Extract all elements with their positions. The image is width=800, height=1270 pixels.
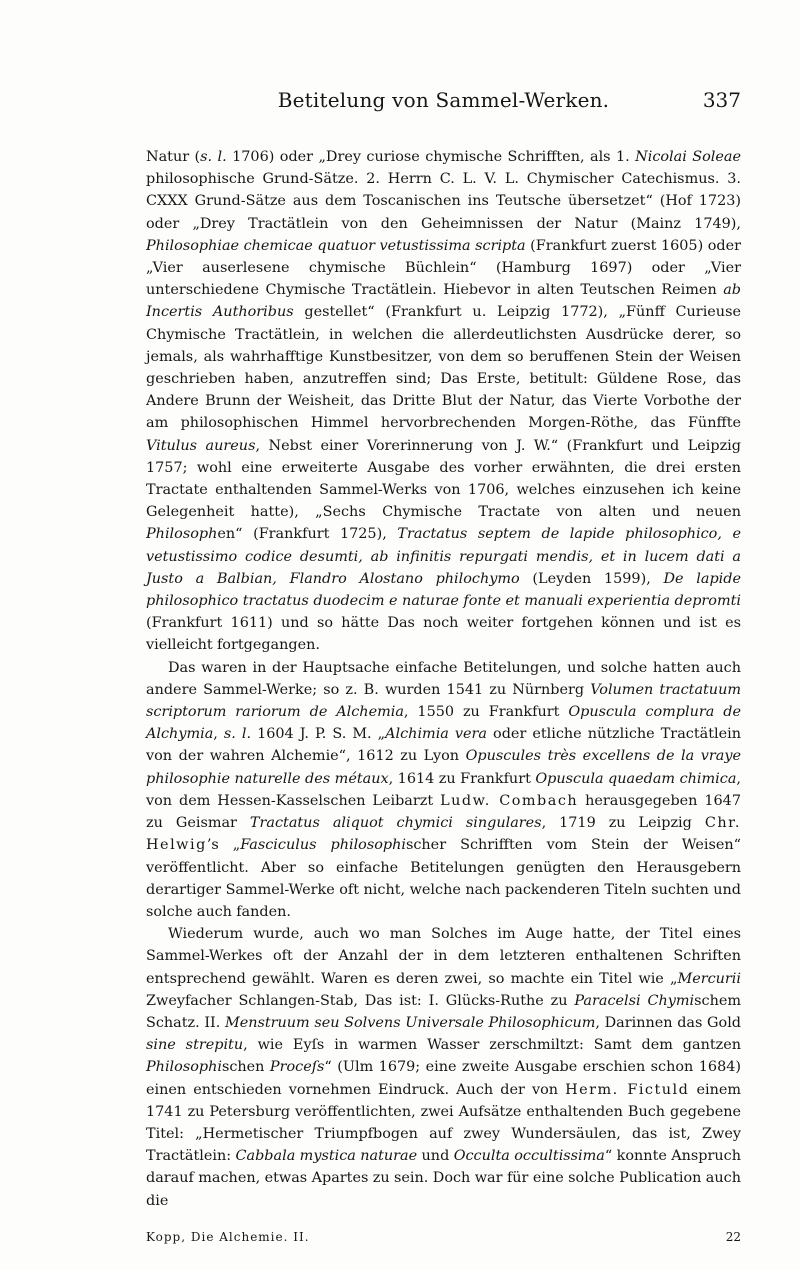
page-footer: [146, 1230, 741, 1252]
text-run: 1604 J. P. S. M. „: [251, 726, 386, 743]
text-run: oder etliche nützliche Tractätlein von der wahren Alchemie“, 1612 zu Lyon: [146, 726, 741, 765]
italic-title: s. l.: [223, 726, 252, 743]
text-run: einem 1741 zu Petersburg veröffentlichten, zwei Aufsätze enthaltenden Buch gegebene Titel: „Hermetischer Triumpfbogen auf zwey Wundersäulen, das ist, Zwey Tractätlein:: [146, 1081, 742, 1165]
text-run: , 1550 zu Frankfurt: [403, 704, 569, 721]
spaced-name: Herm. Fictuld: [565, 1081, 690, 1098]
italic-title: Paracelsi Chymi: [574, 992, 695, 1009]
italic-title: Proceſs: [269, 1059, 325, 1076]
italic-title: Occulta occultissima: [453, 1148, 605, 1165]
sheet-number: 22: [725, 1230, 741, 1244]
italic-title: Nicolai Soleae: [635, 149, 741, 165]
page-header: [146, 88, 741, 118]
spaced-name: Ludw. Combach: [440, 792, 579, 809]
text-run: (Leyden 1599),: [519, 570, 664, 587]
paragraph-3: [146, 923, 741, 1212]
running-title: Betitelung von Sammel-Werken.: [277, 88, 610, 112]
italic-title: Opuscules très excellens de la vraye philosophie naturelle des métaux: [146, 748, 741, 787]
italic-title: Mercurii: [677, 970, 741, 987]
text-run: Zweyfacher Schlangen-Stab, Das ist: I. Glücks-Ruthe zu: [146, 992, 575, 1009]
text-run: “ (Ulm 1679; eine zweite Ausgabe erschien schon 1684) einen entschieden vornehmen Eindruck. Auch der von: [146, 1059, 741, 1098]
italic-title: Menstruum seu Solvens Universale Philosophicum: [224, 1014, 596, 1031]
italic-title: Tractatus septem de lapide philosophico, e vetustissimo codice desumti, ab infinitis repurgati mendis, et in lucem dati a Justo a Balbian, Flandro Alostano philochymo: [146, 526, 741, 587]
italic-title: Opuscula quaedam chimica: [535, 770, 737, 787]
italic-title: Cabbala mystica naturae: [235, 1148, 418, 1165]
text-run: gestellet“ (Frankfurt u. Leipzig 1772), „Fünff Curieuse Chymische Tractätlein, in welchen die allerdeutlichsten Ausdrücke derer, so jemals, als wahrhafftige Kunstbesitzer, von dem so beruffenen Stein der Weisen geschrieben haben, anzutreffen sind; Das Erste, betitult: Güldene Rose, das Andere Brunn der Weisheit, das Dritte Blut der Natur, das Vierte Vorbothe der am philosophischen Himmel hervorbrechenden Morgen-Röthe, das Fünffte: [146, 304, 741, 432]
paragraph-2: [146, 657, 741, 923]
text-run: (Frankfurt 1611) und so hätte Das noch weiter fortgehen können und ist es vielleicht fortgegangen.: [146, 615, 741, 654]
page-number: 337: [702, 88, 741, 112]
text-run: , Darinnen das Gold: [595, 1014, 742, 1031]
paragraph-1: [146, 146, 741, 657]
italic-title: Tractatus aliquot chymici singulares: [249, 815, 542, 832]
text-run: und: [417, 1148, 454, 1165]
italic-title: De lapide philosophico tractatus duodecim e naturae fonte et manuali experientia depromti: [146, 570, 741, 610]
italic-title: Philosophiae chemicae quatuor vetustissima scripta: [146, 237, 526, 254]
italic-title: Fasciculus philosophi: [240, 837, 406, 854]
body-text: [146, 146, 741, 1212]
text-run: Natur (: [146, 149, 201, 165]
text-run: en“ (Frankfurt 1725),: [217, 526, 398, 543]
signature-mark: Kopp, Die Alchemie. II.: [146, 1230, 310, 1244]
text-run: (Frankfurt zuerst 1605) oder „Vier auserlesene chymische Büchlein“ (Hamburg 1697) oder „Vier unterschiedene Chymische Tractätlein. Hiebevor in alten Teutschen Reimen: [146, 237, 741, 299]
italic-title: Philosoph: [146, 526, 218, 543]
italic-title: Volumen tractatuum scriptorum rariorum de Alchemia: [146, 681, 741, 721]
text-run: ’s „: [206, 837, 241, 854]
text-run: , 1719 zu Leipzig: [541, 815, 705, 832]
italic-title: Philosophi: [146, 1059, 222, 1076]
italic-title: Alchimia vera: [385, 726, 488, 743]
italic-title: sine strepitu: [146, 1037, 244, 1054]
italic-title: Vitulus aureus: [146, 437, 256, 454]
spaced-name: Chr. Helwig: [146, 815, 741, 854]
text-run: Wiederum wurde, auch wo man Solches im Auge hatte, der Titel eines Sammel-Werkes oft der Anzahl der in dem letzteren enthaltenen Schriften entsprechend gewählt. Waren es deren zwei, so machte ein Titel wie „: [146, 926, 741, 987]
text-run: herausgegeben 1647 zu Geismar: [146, 792, 741, 832]
text-run: ,: [213, 726, 224, 743]
italic-title: ab Incertis Authoribus: [146, 282, 741, 321]
text-run: , von dem Hessen-Kasselschen Leibarzt: [146, 770, 741, 809]
italic-title: Opuscula complura de Alchymia: [146, 704, 741, 743]
text-run: , Nebst einer Vorerinnerung von J. W.“ (Frankfurt und Leipzig 1757; wohl eine erweiterte Ausgabe des vorher erwähnten, die drei ersten Tractate enthaltenden Sammel-Werks von 1706, welches einzusehen ich keine Gelegenheit hatte), „Sechs Chymische Tractate von alten und neuen: [146, 437, 741, 521]
text-run: schem Schatz. II.: [146, 992, 742, 1031]
text-run: “ konnte Anspruch darauf machen, etwas Apartes zu sein. Doch war für eine solche Publication auch die: [146, 1148, 741, 1209]
text-run: , 1614 zu Frankfurt: [388, 770, 536, 787]
italic-title: s. l.: [200, 149, 227, 165]
text-run: schen: [221, 1059, 270, 1076]
text-run: , wie Eyſs in warmen Wasser zerschmiltzt: Samt dem gantzen: [243, 1037, 741, 1054]
text-run: philosophische Grund-Sätze. 2. Herrn C. L. V. L. Chymischer Catechismus. 3. CXXX Grund-Sätze aus dem Toscanischen ins Teutsche übersetzet“ (Hof 1723) oder „Drey Tractätlein von den Geheimnissen der Natur (Mainz 1749),: [146, 171, 741, 232]
text-run: Das waren in der Hauptsache einfache Betitelungen, und solche hatten auch andere Sammel-Werke; so z. B. wurden 1541 zu Nürnberg: [146, 659, 741, 698]
text-run: 1706) oder „Drey curiose chymische Schrifften, als 1.: [226, 149, 636, 165]
text-run: scher Schrifften vom Stein der Weisen“ veröffentlicht. Aber so einfache Betitelungen genügten den Herausgebern derartiger Sammel-Werke oft nicht, welche nach packenderen Titeln suchten und solche auch fanden.: [146, 837, 741, 920]
